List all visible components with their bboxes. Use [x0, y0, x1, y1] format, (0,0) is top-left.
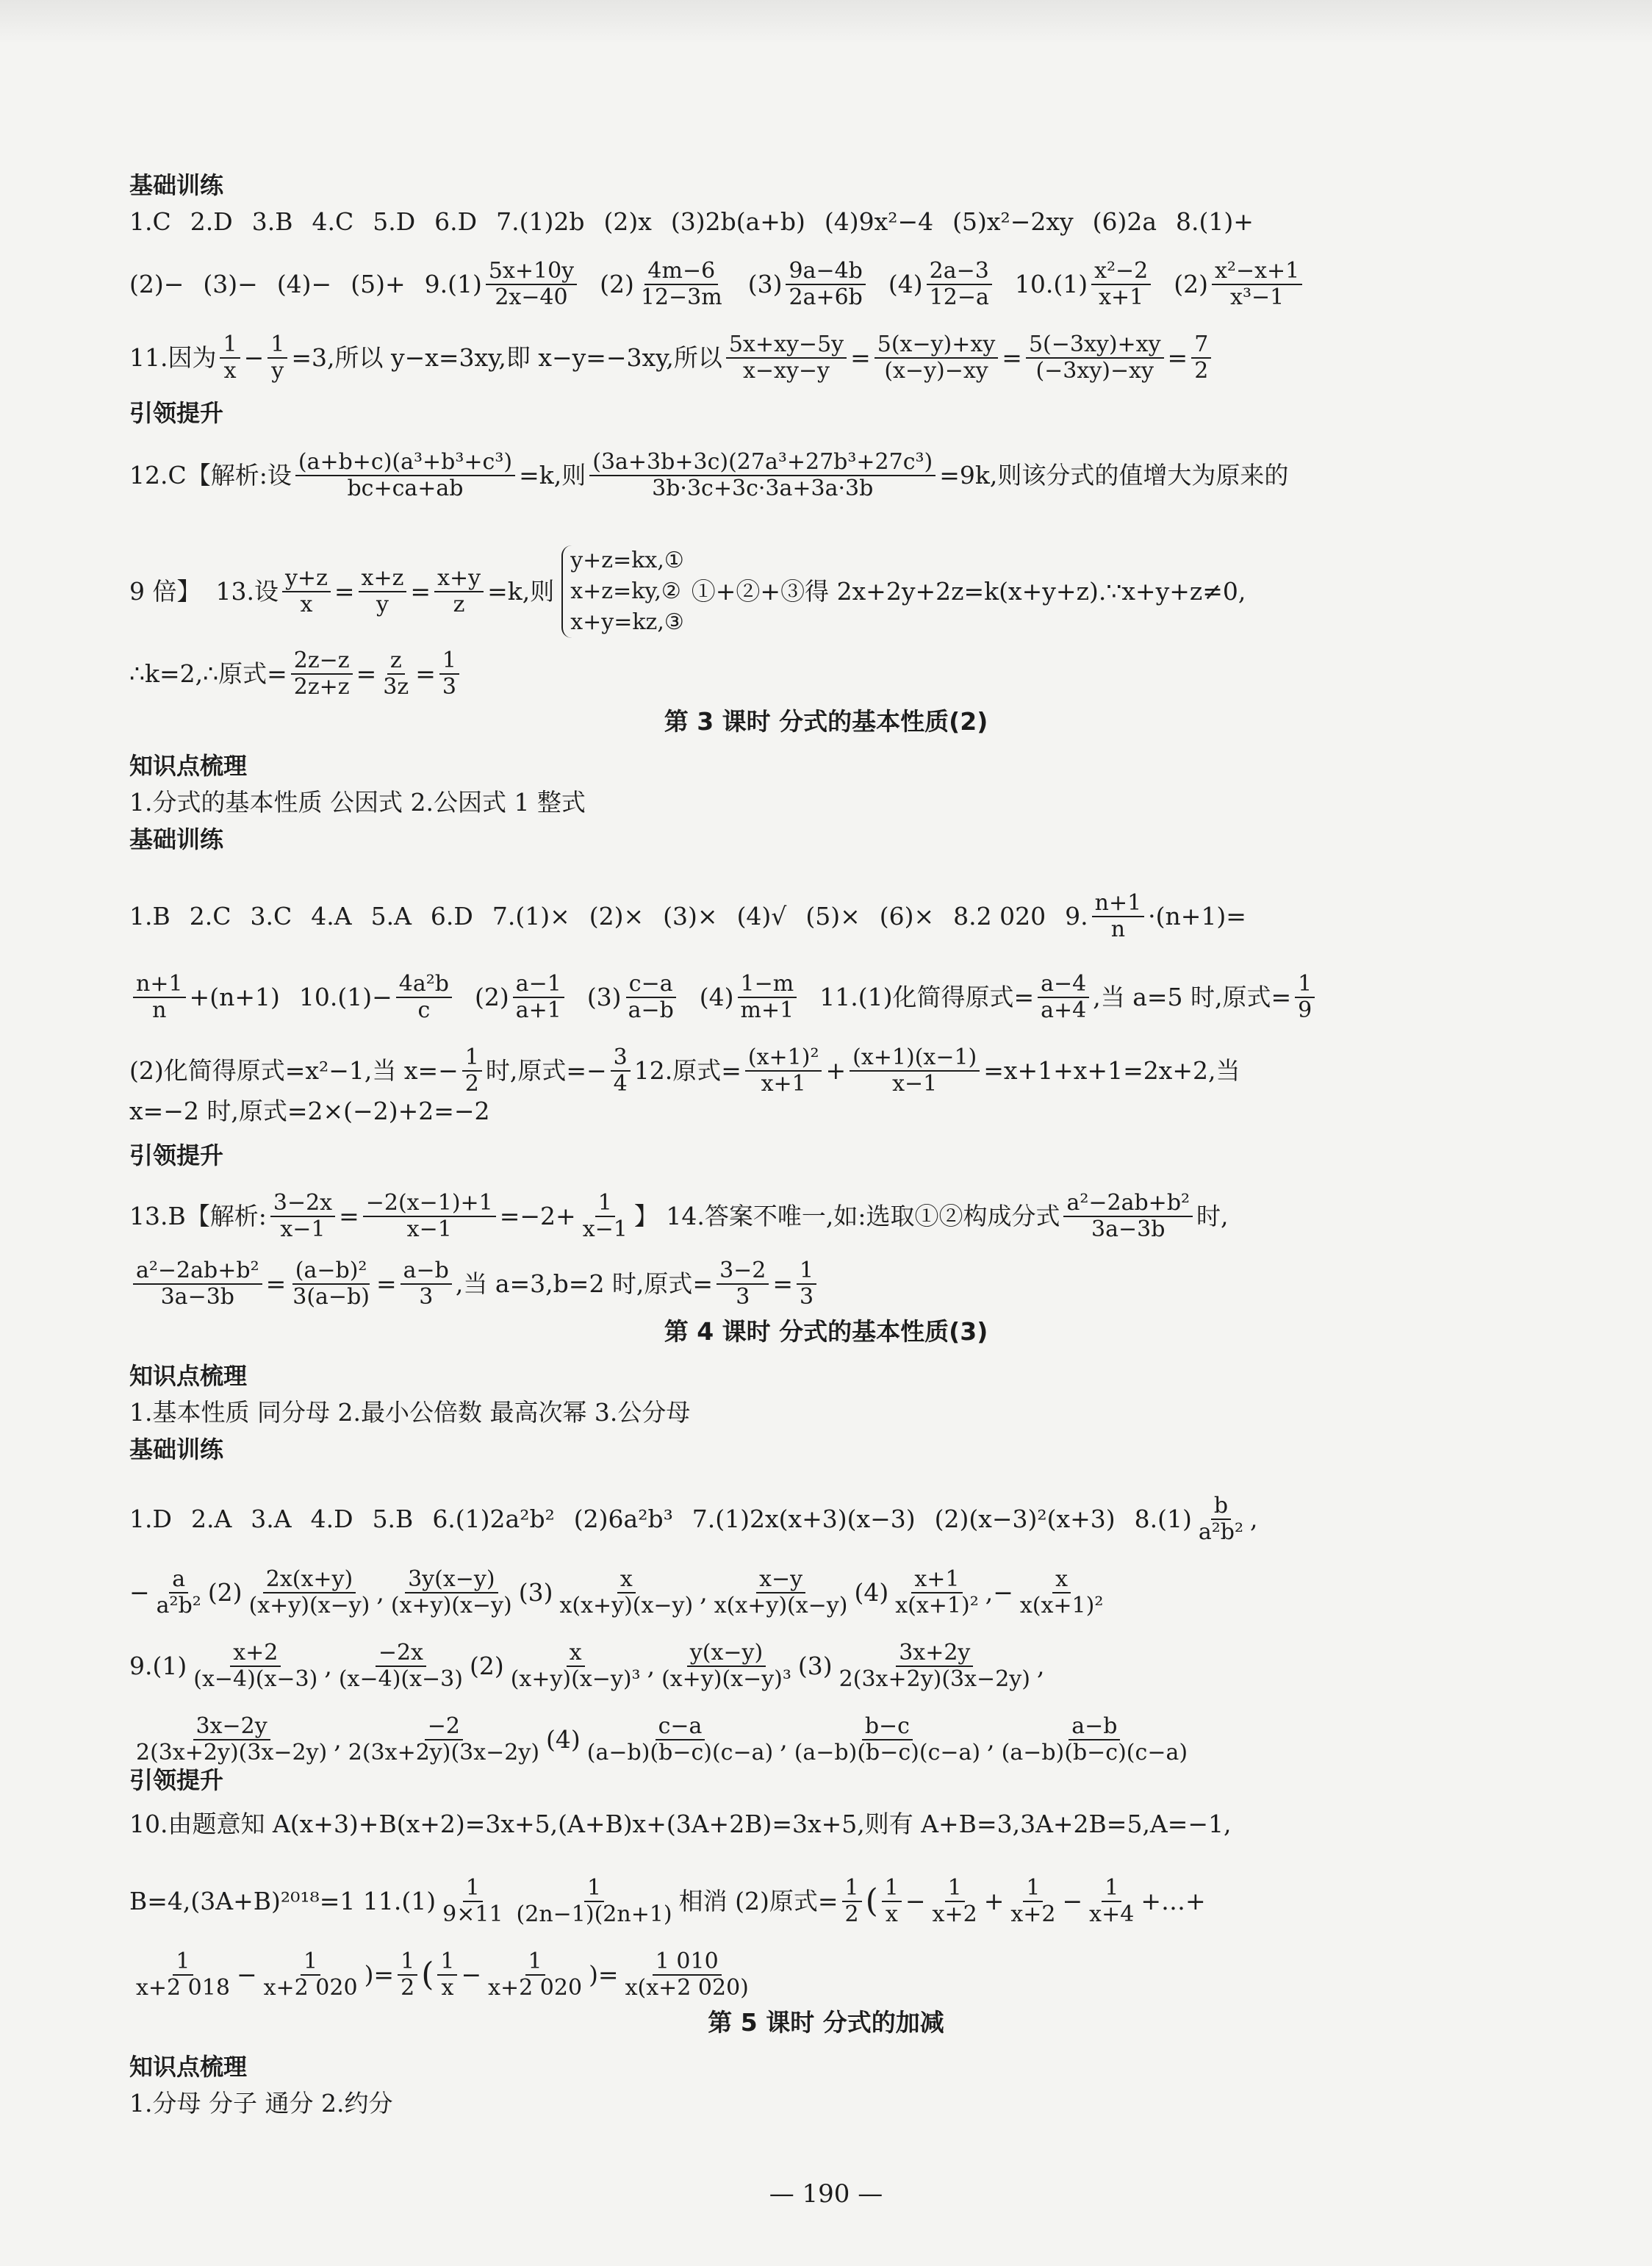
fraction: $\frac{c-a}{(a-b)(b-c)(c-a)}$ — [586, 1713, 774, 1765]
scan-shadow — [0, 0, 1652, 44]
answer-item: (6)× — [879, 902, 935, 931]
answer-item: 4.D — [310, 1505, 353, 1533]
answer-line: $\frac{1}{x+2 018}$ − $\frac{1}{x+2 020}$ )= $\frac{1}{2}$ ( $\frac{1}{x}$ − $\frac{1}{x+2 020}$ )= $\frac{1 010}{x(x+2 020)}$ — [129, 1949, 1483, 2001]
fraction: $\frac{a-b}{3}$ — [401, 1258, 452, 1310]
fraction: $\frac{n+1}{n}$ — [133, 972, 186, 1023]
fraction-answer: (2) $\frac{\text{x²−x+1}}{\text{x³−1}}$ — [1174, 259, 1306, 310]
answer-item: 2.D — [190, 207, 233, 236]
text: − — [129, 1578, 150, 1607]
fraction: $\frac{1}{y}$ — [267, 332, 287, 384]
answer-item: 6.D — [430, 902, 473, 931]
text: 11.(1)化简得原式= — [819, 983, 1035, 1011]
fraction: $\frac{1}{x}$ — [220, 332, 240, 384]
fraction: $\frac{1}{(2n-1)(2n+1)}$ — [516, 1875, 672, 1927]
answer-line — [129, 207, 1483, 237]
answer-line: B=4,(3A+B)²⁰¹⁸=1 11.(1) $\frac{1}{9\times 11}$ $\frac{1}{(2n-1)(2n+1)}$ 相消 (2)原式= $\frac{1}{2}$ ( $\frac{1}{x}$ − $\frac{1}{x+2}$ + $\frac{1}{x+2}$ − $\frac{1}{x+4}$ +…+ — [129, 1875, 1206, 1927]
text: , — [700, 1578, 708, 1607]
text: =−2+ — [499, 1202, 576, 1230]
fraction: $\frac{1}{2}$ — [398, 1949, 417, 2001]
fraction: $\frac{5x+xy-5y}{x-xy-y}$ — [726, 332, 847, 384]
operator: = — [334, 577, 355, 606]
fraction: $\frac{y+z}{x}$ — [282, 566, 331, 617]
answer-line-q13-cont — [129, 648, 1483, 700]
lesson-title: 第 4 课时 分式的基本性质(3) — [664, 1317, 988, 1346]
operator: = — [415, 659, 436, 688]
operator: = — [339, 1202, 359, 1230]
heading-advanced: 引领提升 — [129, 1141, 224, 1169]
question-label: 8.(1) — [1134, 1505, 1192, 1533]
operator: = — [265, 1269, 287, 1298]
fraction: $\frac{1}{x+2 020}$ — [263, 1948, 358, 2001]
fraction: $\frac{a-4}{a+4}$ — [1038, 972, 1089, 1023]
text: , — [985, 1578, 994, 1607]
text: 13.B【解析: — [129, 1202, 267, 1230]
fraction-answer: (4) $\frac{2a-3}{12-a}$ — [888, 259, 996, 310]
question-label: 13.设 — [215, 577, 279, 606]
fraction: $\frac{1 010}{x(x+2 020)}$ — [625, 1948, 749, 2001]
text: , — [1036, 1652, 1045, 1680]
fraction-answer: (3) $\frac{9a-4b}{2a+6b}$ — [748, 259, 869, 310]
fraction: $\frac{\text{(a−b)²}}{3(a-b)}$ — [292, 1258, 370, 1310]
fraction: $\frac{1}{x}$ — [437, 1949, 457, 2001]
text: =k,则 — [519, 461, 586, 490]
fraction: $\frac{3x-2y}{2(3x+2y)(3x-2y)}$ — [136, 1713, 328, 1765]
fraction: $\frac{3-2x}{x-1}$ — [270, 1191, 335, 1242]
heading-knowledge: 知识点梳理 — [129, 1362, 248, 1390]
heading-basic-training: 基础训练 — [129, 171, 224, 199]
answer-item: 6.D — [434, 207, 478, 236]
fraction: $\frac{x+1}{\text{x(x+1)²}}$ — [895, 1566, 979, 1618]
answer-item: 10.(1) — [1014, 270, 1088, 298]
fraction: $\frac{1}{x-1}$ — [582, 1190, 628, 1242]
question-label: 9. — [1065, 902, 1088, 931]
fraction: $\frac{1}{x}$ — [882, 1876, 902, 1927]
fraction: $\frac{7}{2}$ — [1191, 332, 1211, 384]
fraction: $\frac{\text{a²−2ab+b²}}{3a-3b}$ — [133, 1258, 262, 1310]
fraction: $\frac{\text{(a+b+c)(a³+b³+c³)}}{bc+ca+ab}$ — [295, 450, 515, 501]
fraction: $\frac{1}{3}$ — [439, 648, 459, 700]
text: , — [1250, 1505, 1258, 1533]
answer-item: 1.D — [129, 1505, 172, 1533]
text: , — [324, 1652, 332, 1680]
operator: = — [1002, 343, 1022, 372]
fraction: $\frac{3}{4}$ — [611, 1045, 631, 1097]
answer-item: (3)2b(a+b) — [670, 207, 805, 236]
fraction: $\frac{\text{a²−2ab+b²}}{3a-3b}$ — [1063, 1191, 1193, 1242]
operator: = — [850, 343, 871, 372]
text: (4) — [546, 1725, 581, 1754]
fraction: $\frac{3-2}{3}$ — [717, 1258, 769, 1310]
text: (2)化简得原式=x²−1,当 x=− — [129, 1056, 459, 1085]
answer-line-q13 — [129, 545, 1483, 638]
text: ( — [421, 1956, 434, 1993]
operator: − — [243, 343, 265, 372]
answer-item: 5.B — [372, 1505, 414, 1533]
fraction: $\frac{x+y}{z}$ — [434, 566, 484, 617]
knowledge-line: 1.基本性质 同分母 2.最小公倍数 最高次幂 3.公分母 — [129, 1398, 691, 1427]
fraction: $\frac{1}{x+4}$ — [1089, 1875, 1135, 1927]
answer-item: (4)9x²−4 — [824, 207, 934, 236]
text: +…+ — [1141, 1887, 1206, 1915]
answer-item: (4)√ — [736, 902, 787, 931]
answer-line: x=−2 时,原式=2×(−2)+2=−2 — [129, 1097, 490, 1125]
answer-item: 2.C — [189, 902, 231, 931]
fraction: $\frac{x}{\text{x(x+1)²}}$ — [1019, 1566, 1104, 1618]
answer-item: (3)× — [663, 902, 718, 931]
text: (3) — [797, 1652, 833, 1680]
text: (4) — [854, 1578, 889, 1607]
fraction: $\frac{1}{3}$ — [797, 1258, 816, 1310]
text: =k,则 — [487, 577, 555, 606]
heading-advanced: 引领提升 — [129, 399, 224, 427]
answer-line: 10.由题意知 A(x+3)+B(x+2)=3x+5,(A+B)x+(3A+2B)=3x+5,则有 A+B=3,3A+2B=5,A=−1, — [129, 1810, 1232, 1838]
text: =3,所以 y−x=3xy,即 x−y=−3xy,所以 — [291, 343, 722, 372]
text: 相消 (2)原式= — [678, 1887, 838, 1915]
answer-line — [129, 259, 1483, 310]
fraction: $\frac{2z-z}{2z+z}$ — [291, 648, 353, 700]
fraction: $\frac{3x+2y}{2(3x+2y)(3x-2y)}$ — [838, 1640, 1030, 1692]
fraction: $\frac{1}{x+2 020}$ — [488, 1948, 583, 2001]
text: , — [376, 1578, 384, 1607]
fraction: $\frac{1}{9\times 11}$ — [442, 1875, 503, 1927]
answer-line — [129, 1045, 1483, 1097]
answer-line: − $\frac{a}{\text{a²b²}}$ (2) $\frac{2x(x+y)}{(x+y)(x-y)}$ , $\frac{3y(x-y)}{(x+y)(x-y)}$ (3) $\frac{x}{x(x+y)(x-y)}$ , $\frac{x-y}{x(x+y)(x-y)}$ (4) $\frac{x+1}{\text{x(x+1)²}}$ , − $\frac{x}{\text{x(x+1)²}}$ — [129, 1567, 1483, 1618]
answer-line-q11 — [129, 332, 1483, 384]
text: =x+1+x+1=2x+2,当 — [983, 1056, 1240, 1085]
text: )= — [589, 1960, 619, 1989]
answer-line — [129, 1641, 1483, 1692]
answer-item: 7.(1)× — [492, 902, 570, 931]
fraction: $\frac{(x+1)(x-1)}{x-1}$ — [850, 1045, 980, 1097]
fraction: $\frac{2x(x+y)}{(x+y)(x-y)}$ — [248, 1566, 370, 1618]
answer-item: 7.(1)2x(x+3)(x−3) — [692, 1505, 916, 1533]
answer-item: (5)+ — [351, 270, 406, 298]
fraction: $\frac{-2x}{(x-4)(x-3)}$ — [338, 1640, 463, 1692]
text: 12.原式= — [633, 1056, 741, 1085]
text: ( — [865, 1882, 878, 1920]
text: , — [987, 1725, 995, 1754]
text: 时, — [1196, 1202, 1229, 1230]
text: (2) — [469, 1652, 504, 1680]
answer-item: (5)x²−2xy — [952, 207, 1074, 236]
answer-line — [129, 1494, 1483, 1545]
fraction: $\frac{b-c}{(a-b)(b-c)(c-a)}$ — [794, 1713, 981, 1765]
fraction-answer: $\frac{5x+10y}{2x-40}$ — [482, 259, 581, 310]
text: , — [334, 1725, 342, 1754]
answer-item: (3)− — [203, 270, 258, 298]
text: ·(n+1)= — [1148, 902, 1246, 931]
text: =9k,则该分式的值增大为原来的 — [939, 461, 1289, 490]
fraction-answer: (2) $\frac{4m-6}{12-3m}$ — [600, 258, 722, 310]
answer-line — [129, 1258, 1483, 1310]
fraction-answer: (4) $\frac{1-m}{m+1}$ — [700, 972, 800, 1023]
answer-item: 3.B — [251, 207, 293, 236]
fraction-answer: (2) $\frac{a-1}{a+1}$ — [475, 972, 568, 1023]
text: 9.(1) — [129, 1652, 187, 1680]
answer-item: 1.B — [129, 902, 170, 931]
answer-item: 3.A — [251, 1505, 292, 1533]
fraction: $\frac{\text{(3a+3b+3c)(27a³+27b³+27c³)}}{3b\cdot 3c+3c\cdot 3a+3a\cdot 3b}$ — [589, 450, 935, 501]
answer-line-q12 — [129, 450, 1483, 501]
question-label: 10.(1)− — [298, 983, 392, 1011]
question-label: 11.因为 — [129, 343, 217, 372]
heading-basic-training: 基础训练 — [129, 1435, 224, 1463]
text: ∴k=2,∴原式= — [129, 659, 287, 688]
answer-item: 3.C — [250, 902, 292, 931]
fraction: $\frac{-2}{2(3x+2y)(3x-2y)}$ — [348, 1713, 540, 1765]
knowledge-line: 1.分式的基本性质 公因式 2.公因式 1 整式 — [129, 788, 586, 817]
heading-knowledge: 知识点梳理 — [129, 2053, 248, 2081]
text: , — [780, 1725, 788, 1754]
answer-item: 4.C — [312, 207, 354, 236]
answer-item: 5.D — [373, 207, 416, 236]
fraction: $\frac{1}{9}$ — [1295, 972, 1315, 1023]
answer-item: (2)× — [589, 902, 644, 931]
answer-item: 8.2 020 — [953, 902, 1046, 931]
lesson-title: 第 5 课时 分式的加减 — [708, 2008, 944, 2037]
fraction: $\frac{x-y}{x(x+y)(x-y)}$ — [714, 1566, 848, 1618]
text: ,当 a=3,b=2 时,原式= — [455, 1269, 714, 1298]
operator: = — [1167, 343, 1188, 372]
fraction: $\frac{1}{x+2 018}$ — [136, 1948, 230, 2001]
knowledge-line: 1.分母 分子 通分 2.约分 — [129, 2089, 393, 2118]
fraction: $\frac{a}{\text{a²b²}}$ — [156, 1566, 201, 1618]
fraction: $\frac{y(x-y)}{\text{(x+y)(x−y)³}}$ — [661, 1640, 791, 1692]
fraction: $\frac{1}{x+2}$ — [1010, 1875, 1056, 1927]
fraction: $\frac{b}{\text{a²b²}}$ — [1198, 1493, 1244, 1545]
answer-item: 9.(1) — [424, 270, 482, 298]
lesson-title: 第 3 课时 分式的基本性质(2) — [664, 707, 988, 736]
operator: + — [825, 1056, 847, 1085]
fraction: $\frac{3y(x-y)}{(x+y)(x-y)}$ — [390, 1566, 512, 1618]
answer-item: (2)x — [603, 207, 652, 236]
text: 时,原式=− — [485, 1056, 607, 1085]
answer-item: (6)2a — [1092, 207, 1157, 236]
answer-item: 4.A — [311, 902, 352, 931]
answer-item: (4)− — [276, 270, 332, 298]
fraction: $\frac{5(-3xy)+xy}{(-3xy)-xy}$ — [1026, 332, 1164, 384]
text: ,当 a=5 时,原式= — [1093, 983, 1292, 1011]
fraction: $\frac{x}{\text{(x+y)(x−y)³}}$ — [510, 1640, 641, 1692]
fraction: $\frac{5(x-y)+xy}{(x-y)-xy}$ — [875, 332, 999, 384]
text: , — [647, 1652, 656, 1680]
answer-line — [129, 891, 1483, 942]
fraction: $\frac{1}{x+2}$ — [932, 1875, 977, 1927]
heading-basic-training: 基础训练 — [129, 825, 224, 853]
fraction: $\frac{z}{3z}$ — [383, 648, 409, 700]
fraction: $\frac{a-b}{(a-b)(b-c)(c-a)}$ — [1001, 1713, 1188, 1765]
operator: = — [772, 1269, 794, 1298]
operator: = — [376, 1269, 397, 1298]
answer-item: 8.(1)+ — [1176, 207, 1254, 236]
answer-item: 1.C — [129, 207, 171, 236]
answer-item: (2)− — [129, 270, 184, 298]
operator: = — [410, 577, 431, 606]
operator: = — [356, 659, 377, 688]
answer-line — [129, 1714, 1483, 1765]
answer-item: 5.A — [370, 902, 412, 931]
answer-item: 2.A — [190, 1505, 232, 1533]
text: (2) — [207, 1578, 243, 1607]
equation-system: y+z=kx,① x+z=ky,② x+y=kz,③ — [561, 545, 684, 638]
fraction-answer: (3) $\frac{c-a}{a-b}$ — [587, 972, 680, 1023]
fraction: $\frac{x+z}{y}$ — [359, 566, 407, 617]
fraction: $\frac{1}{2}$ — [462, 1045, 482, 1097]
fraction: $\frac{\text{(x+1)²}}{x+1}$ — [745, 1045, 822, 1097]
fraction: $\frac{-2(x-1)+1}{x-1}$ — [363, 1191, 496, 1242]
fraction: $\frac{n+1}{n}$ — [1092, 891, 1145, 942]
fraction: $\frac{1}{2}$ — [842, 1876, 862, 1927]
answer-item: 6.(1)2a²b² — [432, 1505, 555, 1533]
page-number: — 190 — — [769, 2179, 883, 2209]
text: ①+②+③得 2x+2y+2z=k(x+y+z).∵x+y+z≠0, — [691, 577, 1246, 606]
text: 】 14.答案不唯一,如:选取①②构成分式 — [633, 1202, 1060, 1230]
heading-advanced: 引领提升 — [129, 1766, 224, 1794]
text: )= — [364, 1960, 395, 1989]
fraction-answer: $\frac{\text{4a²b}}{c}$ — [392, 972, 456, 1023]
fraction: $\frac{x+2}{(x-4)(x-3)}$ — [193, 1640, 318, 1692]
answer-item: (5)× — [805, 902, 861, 931]
answer-item: 7.(1)2b — [496, 207, 585, 236]
text: (3) — [518, 1578, 553, 1607]
answer-item: (2)(x−3)²(x+3) — [934, 1505, 1116, 1533]
answer-line — [129, 972, 1483, 1023]
text: B=4,(3A+B)²⁰¹⁸=1 11.(1) — [129, 1887, 437, 1915]
fraction: $\frac{x}{x(x+y)(x-y)}$ — [559, 1566, 694, 1618]
answer-item: (2)6a²b³ — [573, 1505, 673, 1533]
question-label: 12.C【解析:设 — [129, 461, 292, 490]
text: 9 倍】 — [129, 577, 201, 606]
text: +(n+1) — [189, 983, 280, 1011]
answer-line — [129, 1191, 1483, 1242]
fraction-answer: $\frac{\text{x²−2}}{x+1}$ — [1088, 259, 1154, 310]
heading-knowledge: 知识点梳理 — [129, 752, 248, 780]
